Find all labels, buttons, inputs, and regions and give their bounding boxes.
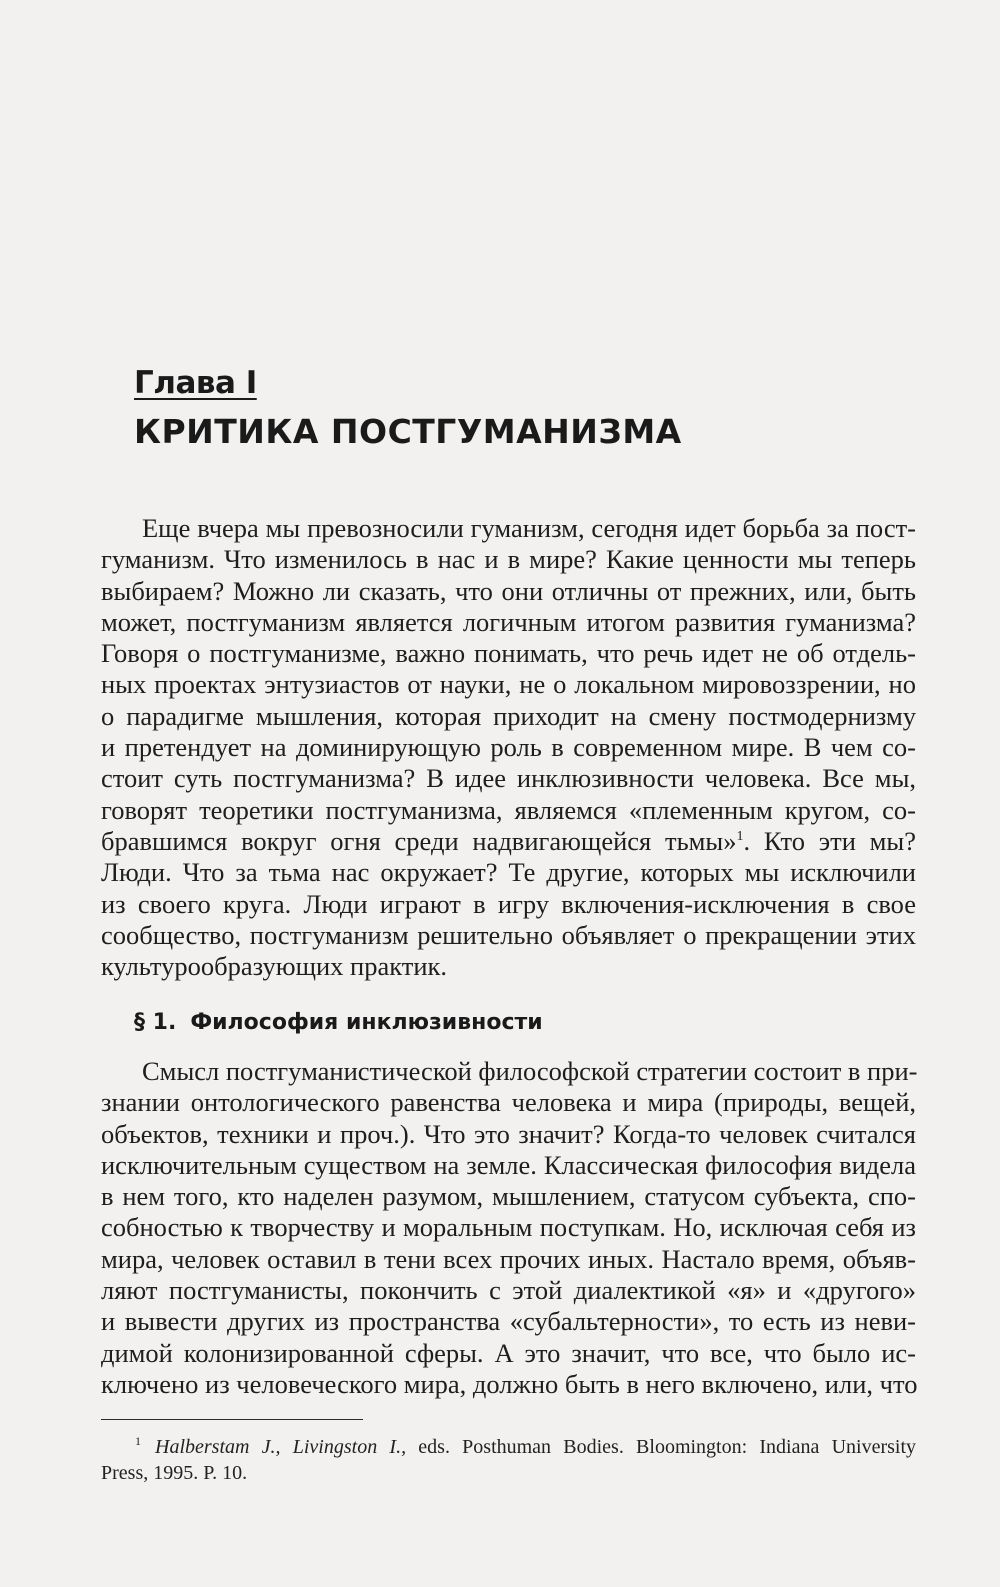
text-line: димой колонизированной сферы. А это значит, что все, что было ис- (101, 1337, 916, 1368)
text-segment: . Кто эти мы? (743, 825, 916, 856)
footnote-mark: 1 (135, 1434, 141, 1449)
text-line: собностью к творчеству и моральным поступкам. Но, исключая себя из (101, 1212, 916, 1243)
section-paragraph (101, 1056, 916, 1400)
section-number: § 1. (134, 1010, 177, 1035)
footnote-line: Press, 1995. P. 10. (101, 1462, 248, 1484)
text-line: исключительным существом на земле. Классическая философия видела (101, 1149, 916, 1180)
footnote-authors: Halberstam J., Livingston I., (155, 1436, 407, 1458)
text-line: в нем того, кто наделен разумом, мышлением, статусом субъекта, спо- (101, 1181, 916, 1212)
text-line: Говоря о постгуманизме, важно понимать, что речь идет не об отдель- (101, 638, 916, 669)
text-line: говорят теоретики постгуманизма, являемся «племенным кругом, со- (101, 794, 916, 825)
text-line: культурообразующих практик. (101, 951, 448, 982)
text-line: и вывести других из пространства «субальтерности», то есть из неви- (101, 1306, 916, 1337)
section-heading (134, 1010, 543, 1035)
text-line: Еще вчера мы превозносили гуманизм, сегодня идет борьба за пост- (142, 513, 916, 543)
chapter-label: Глава I (134, 365, 257, 401)
text-line: ляют постгуманисты, покончить с этой диалектикой «я» и «другого» (101, 1275, 916, 1306)
text-segment: бравшимся вокруг огня среди надвигающейся тьмы» (101, 825, 737, 856)
footnote-line (101, 1434, 916, 1460)
text-line: знании онтологического равенства человека и мира (природы, вещей, (101, 1087, 916, 1118)
text-line: из своего круга. Люди играют в игру включения-исключения в свое (101, 888, 916, 919)
text-line: о парадигме мышления, которая приходит на смену постмодернизму (101, 700, 916, 731)
text-line: мира, человек оставил в тени всех прочих иных. Настало время, объяв- (101, 1243, 916, 1274)
section-title: Философия инклюзивности (190, 1010, 543, 1035)
text-line: выбираем? Можно ли сказать, что они отличны от прежних, или, быть (101, 575, 916, 606)
footnote (101, 1434, 916, 1486)
footnote-citation: eds. Posthuman Bodies. Bloomington: Indiana University (406, 1436, 917, 1458)
chapter-title: КРИТИКА ПОСТГУМАНИЗМА (134, 412, 682, 451)
text-line: Люди. Что за тьма нас окружает? Те другие, которых мы исключили (101, 857, 916, 888)
text-line: и претендует на доминирующую роль в современном мире. В чем со- (101, 732, 916, 763)
intro-paragraph (101, 513, 916, 982)
text-line: стоит суть постгуманизма? В идее инклюзивности человека. Все мы, (101, 763, 916, 794)
text-line: может, постгуманизм является логичным итогом развития гуманизма? (101, 606, 916, 637)
footnote-reference[interactable]: 1 (736, 829, 744, 845)
text-line-with-footnote (101, 826, 916, 857)
text-line: ных проектах энтузиастов от науки, не о локальном мировоззрении, но (101, 669, 916, 700)
text-line: Смысл постгуманистической философской стратегии состоит в при- (142, 1056, 918, 1086)
footnote-divider (101, 1419, 363, 1420)
text-line: сообщество, постгуманизм решительно объявляет о прекращении этих (101, 919, 916, 950)
text-line: ключено из человеческого мира, должно быть в него включено, или, что (101, 1368, 918, 1399)
text-line: объектов, техники и проч.). Что это значит? Когда-то человек считался (101, 1118, 916, 1149)
text-line: гуманизм. Что изменилось в нас и в мире? Какие ценности мы теперь (101, 544, 916, 575)
